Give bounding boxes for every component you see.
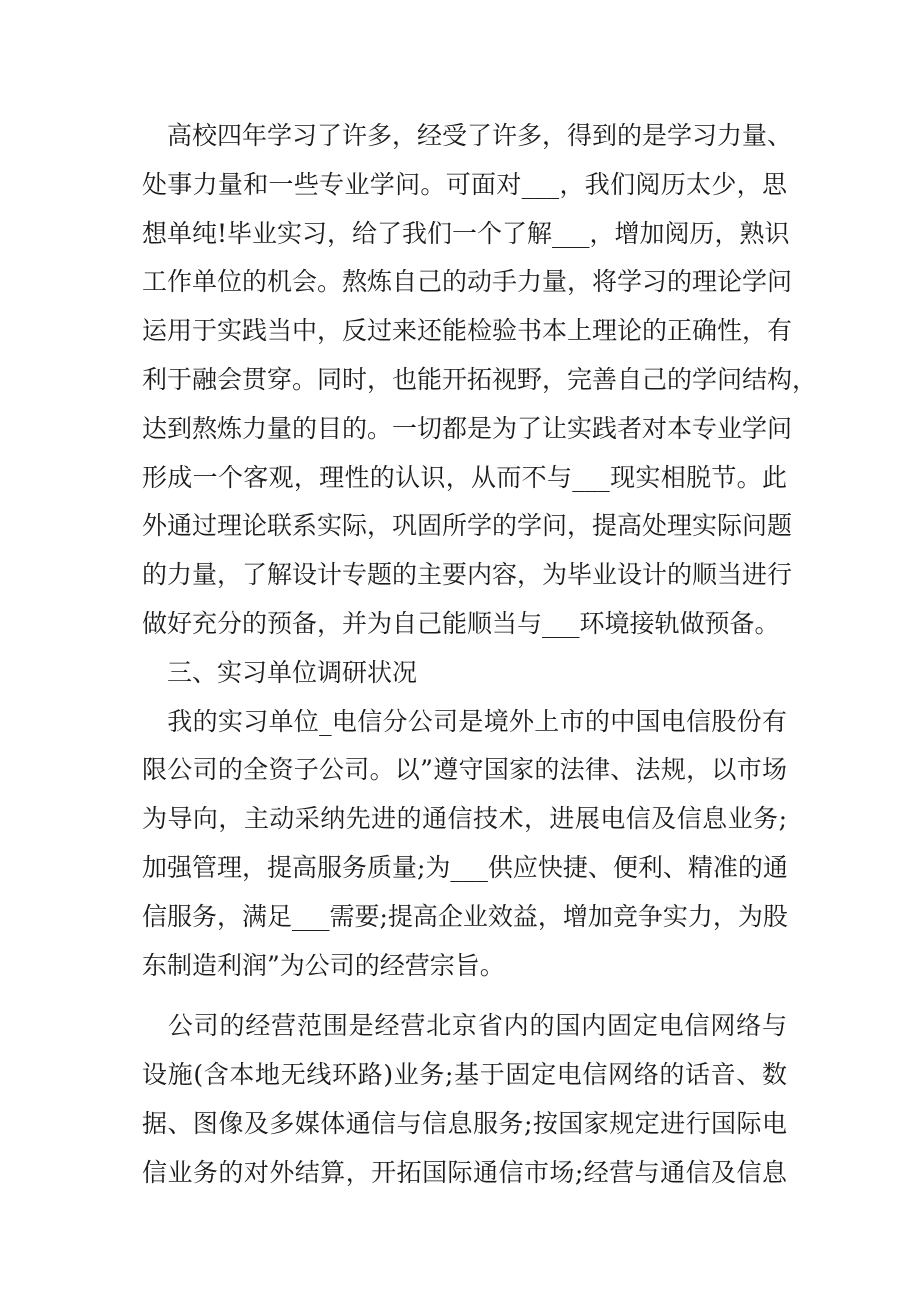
paragraph-business-scope bbox=[142, 1002, 787, 1197]
text-line: 想单纯!毕业实习，给了我们一个了解___，增加阅历，熟识 bbox=[142, 218, 790, 248]
text-line: 的力量，了解设计专题的主要内容，为毕业设计的顺当进行 bbox=[142, 560, 793, 590]
text-line: 做好充分的预备，并为自己能顺当与___环境接轨做预备。 bbox=[142, 608, 780, 638]
paragraph-internship-purpose bbox=[142, 112, 818, 649]
text-line: 达到熬炼力量的目的。一切都是为了让实践者对本专业学问 bbox=[142, 413, 793, 443]
paragraph-gap bbox=[142, 990, 787, 1002]
text-line: 形成一个客观，理性的认识，从而不与___现实相脱节。此 bbox=[142, 462, 787, 492]
document-body bbox=[142, 112, 818, 1198]
text-line: 外通过理论联系实际，巩固所学的学问，提高处理实际问题 bbox=[142, 511, 793, 541]
heading-line: 三、实习单位调研状况 bbox=[142, 657, 418, 687]
text-line: 东制造利润”为公司的经营宗旨。 bbox=[142, 950, 505, 980]
text-line: 加强管理，提高服务质量;为___供应快捷、便利、精准的通 bbox=[142, 852, 788, 882]
text-line: 我的实习单位_电信分公司是境外上市的中国电信股份有 bbox=[142, 706, 787, 736]
text-line: 运用于实践当中，反过来还能检验书本上理论的正确性，有 bbox=[142, 316, 793, 346]
text-line: 信服务，满足___需要;提高企业效益，增加竞争实力，为股 bbox=[142, 901, 788, 931]
text-line: 利于融会贯穿。同时，也能开拓视野，完善自己的学问结构， bbox=[142, 364, 818, 394]
text-line: 处事力量和一些专业学问。可面对___，我们阅历太少，思 bbox=[142, 169, 787, 199]
text-line: 信业务的对外结算，开拓国际通信市场;经营与通信及信息 bbox=[142, 1157, 787, 1187]
text-line: 高校四年学习了许多，经受了许多，得到的是学习力量、 bbox=[142, 121, 793, 150]
text-line: 工作单位的机会。熬炼自己的动手力量，将学习的理论学问 bbox=[142, 267, 793, 297]
text-line: 据、图像及多媒体通信与信息服务;按国家规定进行国际电 bbox=[142, 1108, 787, 1138]
text-line: 限公司的全资子公司。以”遵守国家的法律、法规，以市场 bbox=[142, 755, 787, 785]
section-heading bbox=[142, 649, 787, 698]
paragraph-company-intro bbox=[142, 698, 787, 991]
text-line: 为导向，主动采纳先进的通信技术，进展电信及信息业务; bbox=[142, 804, 787, 834]
text-line: 公司的经营范围是经营北京省内的国内固定电信网络与 bbox=[142, 1011, 787, 1041]
text-line: 设施(含本地无线环路)业务;基于固定电信网络的话音、数 bbox=[142, 1060, 787, 1090]
